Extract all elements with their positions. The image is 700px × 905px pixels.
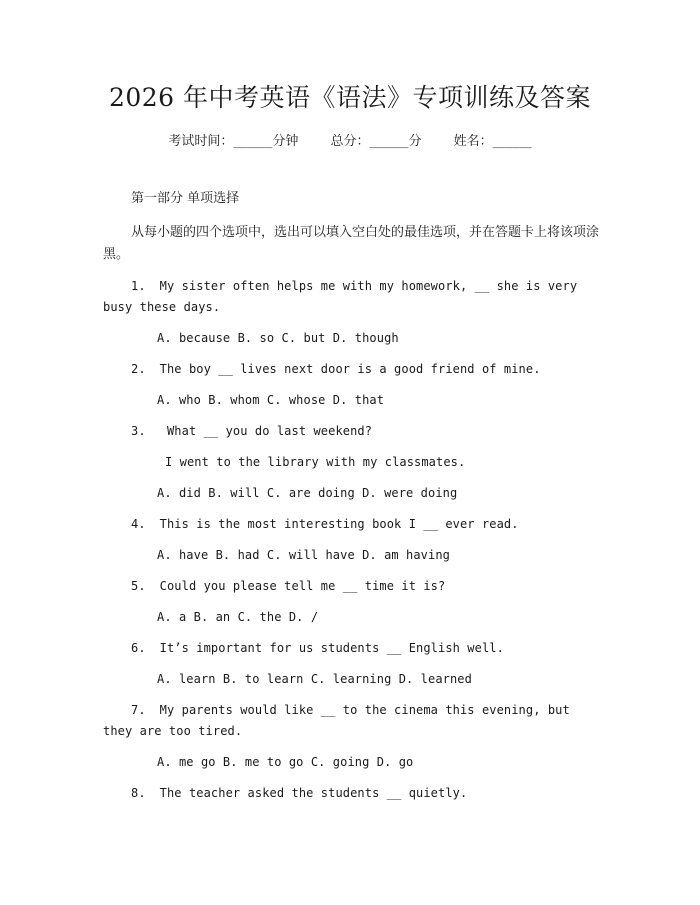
exam-time-field: 考试时间：______分钟 bbox=[168, 134, 299, 149]
question-number: 8. bbox=[131, 786, 146, 800]
question-5-options: A. a B. an C. the D. / bbox=[157, 610, 319, 624]
question-text: It’s important for us students __ English well. bbox=[159, 641, 504, 655]
question-7 bbox=[103, 700, 603, 742]
question-3-dialogue-reply: I went to the library with my classmates. bbox=[165, 455, 466, 469]
question-number: 5. bbox=[131, 579, 146, 593]
exam-meta bbox=[0, 132, 700, 152]
question-1 bbox=[103, 276, 603, 318]
question-8 bbox=[103, 783, 603, 804]
total-score-field: 总分：______分 bbox=[330, 134, 422, 149]
question-7-options: A. me go B. me to go C. going D. go bbox=[157, 755, 414, 769]
question-text: The boy __ lives next door is a good friend of mine. bbox=[159, 362, 541, 376]
exam-content bbox=[103, 188, 603, 814]
name-field: 姓名：______ bbox=[453, 134, 532, 149]
question-number: 1. bbox=[131, 279, 146, 293]
question-number: 4. bbox=[131, 517, 146, 531]
question-2-options: A. who B. whom C. whose D. that bbox=[157, 393, 385, 407]
section-heading: 第一部分 单项选择 bbox=[131, 191, 240, 206]
question-5 bbox=[103, 576, 603, 597]
question-text: This is the most interesting book I __ ever read. bbox=[159, 517, 519, 531]
question-4-options: A. have B. had C. will have D. am having bbox=[157, 548, 450, 562]
question-number: 2. bbox=[131, 362, 146, 376]
question-number: 6. bbox=[131, 641, 146, 655]
question-3-options: A. did B. will C. are doing D. were doing bbox=[157, 486, 458, 500]
question-3 bbox=[103, 421, 603, 442]
question-4 bbox=[103, 514, 603, 535]
section-instructions: 从每小题的四个选项中，选出可以填入空白处的最佳选项，并在答题卡上将该项涂黑。 bbox=[103, 225, 600, 262]
question-number: 3. bbox=[131, 424, 146, 438]
question-text: My parents would like __ to the cinema this evening, but they are too tired. bbox=[103, 703, 570, 738]
question-1-options: A. because B. so C. but D. though bbox=[157, 331, 399, 345]
question-6-options: A. learn B. to learn C. learning D. learned bbox=[157, 672, 472, 686]
question-6 bbox=[103, 638, 603, 659]
question-2 bbox=[103, 359, 603, 380]
question-number: 7. bbox=[131, 703, 146, 717]
page-title: 2026 年中考英语《语法》专项训练及答案 bbox=[108, 83, 592, 112]
question-text: The teacher asked the students __ quietly. bbox=[159, 786, 468, 800]
question-text: Could you please tell me __ time it is? bbox=[159, 579, 446, 593]
question-text: What __ you do last weekend? bbox=[159, 424, 373, 438]
question-text: My sister often helps me with my homework, __ she is very busy these days. bbox=[103, 279, 578, 314]
